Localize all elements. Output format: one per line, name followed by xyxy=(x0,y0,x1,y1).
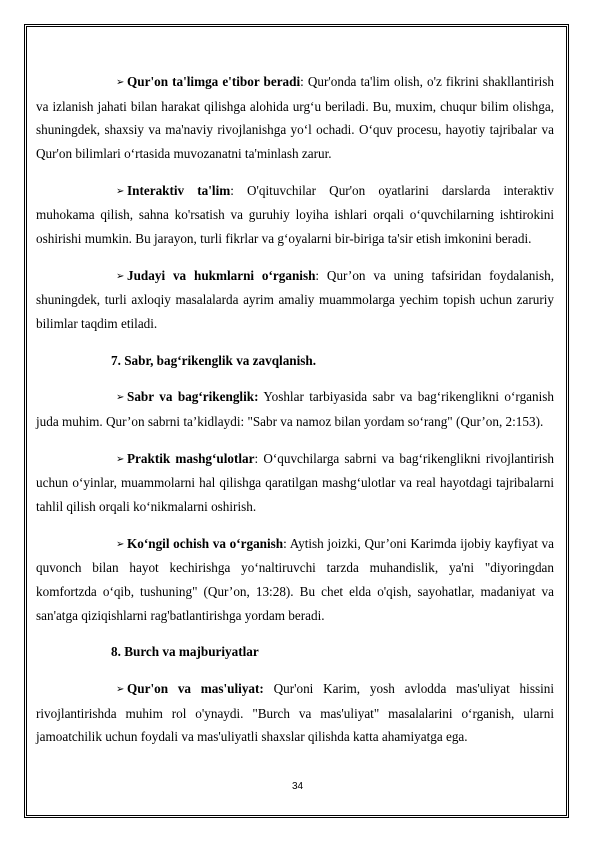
term-bold: Qur'on ta'limga e'tibor beradi xyxy=(127,74,301,90)
paragraph-text: Yoshlar tarbiyasida sabr va bag‘rikenglikni o‘rganish juda muhim. Qur’on sabrni ta’kidlaydi: "Sabr va namoz bilan yordam so‘rang" (Qur’on, 2:153). xyxy=(36,389,554,430)
document-body xyxy=(36,57,555,762)
paragraph-judayi-hukmlar: ➢ Judayi va hukmlarni o‘rganish: Qur’on va uning tafsiridan foydalanish, shuningdek, turli axloqiy masalalarda ayrim amaliy muammolarga yechim topish uchun zaruriy bilimlar taqdim etiladi. xyxy=(36,264,554,336)
term-bold: Ko‘ngil ochish va o‘rganish xyxy=(127,535,284,551)
paragraph-text: Qur’on va uning tafsiridan foydalanish, shuningdek, turli axloqiy masalalarda ayrim amaliy muammolarga yechim topish uchun zaruriy bilimlar taqdim etiladi. xyxy=(36,267,554,331)
section-heading-8: 8. Burch va majburiyatlar xyxy=(111,644,259,660)
term-bold: Interaktiv ta'lim xyxy=(127,182,231,198)
paragraph-sabr-bagrikenglik xyxy=(36,385,554,433)
arrow-bullet-icon: ➢ xyxy=(116,538,125,550)
paragraph-text: O'qituvchilar Qur'on oyatlarini darslarda interaktiv muhokama qilish, sahna ko'rsatish va guruhiy loyiha ishlari orqali o‘quvchilarning ishtirokini oshirishi mumkin. Bu jarayon, turli fikrlar va g‘oyalarni bir-biriga ta'sir etish imkonini beradi. xyxy=(36,182,555,246)
paragraph-text: Qur'onda ta'lim olish, o'z fikrini shakllantirish va izlanish jahati bilan harakat qilishga alohida urg‘u beriladi. Bu, muxim, chuqur bilim olishga, shuningdek, shaxsiy va ma'naviy rivojlanishga yo‘l ochadi. O‘quv procesu, hayotiy tajribalar va Qur'on bilimlari o‘rtasida muvozanatni ta'minlash zarur. xyxy=(36,74,554,161)
arrow-bullet-icon: ➢ xyxy=(116,392,125,404)
paragraph-text: O‘quvchilarga sabrni va bag‘rikenglikni rivojlantirish uchun o‘yinlar, muammolarni hal qilishga qaratilgan mashg‘ulotlar va real hayotdagi tajribalarni tahlil qilish orqali ko‘nikmalarni oshirish. xyxy=(36,450,554,515)
paragraph-quron-masuliyat xyxy=(36,677,554,749)
term-bold: Judayi va hukmlarni o‘rganish xyxy=(127,267,316,283)
paragraph-praktik-mashgulotlar: ➢ Praktik mashg‘ulotlar: O‘quvchilarga sabrni va bag‘rikenglikni rivojlantirish uchun o‘yinlar, muammolarni hal qilishga qaratilgan mashg‘ulotlar va real hayotdagi tajribalarni tahlil qilish orqali ko‘nikmalarni oshirish. xyxy=(36,447,554,519)
term-bold: Qur'on va mas'uliyat: xyxy=(127,681,264,697)
paragraph-kongil-ochish: ➢ Ko‘ngil ochish va o‘rganish: Aytish joizki, Qur’oni Karimda ijobiy kayfiyat va quvonch bilan hayot kechirishga yo‘naltiruvchi tarzda muhandislik, ya'ni "diyoringdan komfortzda o‘qib, tushuning" (Qur’on, 13:28). Bu chet elda o'qish, sayohatlar, madaniyat va san'atga qiziqishlarni rag'batlantirishga yordam beradi. xyxy=(36,532,554,627)
paragraph-text: Aytish joizki, Qur’oni Karimda ijobiy kayfiyat va quvonch bilan hayot kechirishga yo‘naltiruvchi tarzda muhandislik, ya'ni "diyoringdan komfortzda o‘qib, tushuning" (Qur’on, 13:28). Bu chet elda o'qish, sayohatlar, madaniyat va san'atga qiziqishlarni rag'batlantirishga yordam beradi. xyxy=(36,535,554,623)
arrow-bullet-icon: ➢ xyxy=(116,185,125,197)
arrow-bullet-icon: ➢ xyxy=(116,684,125,696)
page-number: 34 xyxy=(291,781,304,792)
arrow-bullet-icon: ➢ xyxy=(116,453,125,465)
term-bold: Praktik mashg‘ulotlar xyxy=(127,450,255,466)
paragraph-interaktiv-talim: ➢ Interaktiv ta'lim: O'qituvchilar Qur'on oyatlarini darslarda interaktiv muhokama qilish, sahna ko'rsatish va guruhiy loyiha ishlari orqali o‘quvchilarning ishtirokini oshirishi mumkin. Bu jarayon, turli fikrlar va g‘oyalarni bir-biriga ta'sir etish imkonini beradi. xyxy=(36,179,554,251)
section-heading-7: 7. Sabr, bag‘rikenglik va zavqlanish. xyxy=(111,352,317,368)
paragraph-text: Qur'oni Karim, yosh avlodda mas'uliyat hissini rivojlantirishda muhim rol o'ynaydi. "Burch va mas'uliyat" masalalarini o‘rganish, ularni jamoatchilik uchun foydali va mas'uliyatli shaxslar qilishda katta ahamiyatga ega. xyxy=(36,681,555,745)
paragraph-quron-talim: ➢ Qur'on ta'limga e'tibor beradi: Qur'onda ta'lim olish, o'z fikrini shakllantirish va izlanish jahati bilan harakat qilishga alohida urg‘u beriladi. Bu, muxim, chuqur bilim olishga, shuningdek, shaxsiy va ma'naviy rivojlanishga yo‘l ochadi. O‘quv procesu, hayotiy tajribalar va Qur'on bilimlari o‘rtasida muvozanatni ta'minlash zarur. xyxy=(36,70,554,165)
term-bold: Sabr va bag‘rikenglik: xyxy=(127,389,259,405)
arrow-bullet-icon: ➢ xyxy=(116,77,125,89)
arrow-bullet-icon: ➢ xyxy=(116,270,125,282)
